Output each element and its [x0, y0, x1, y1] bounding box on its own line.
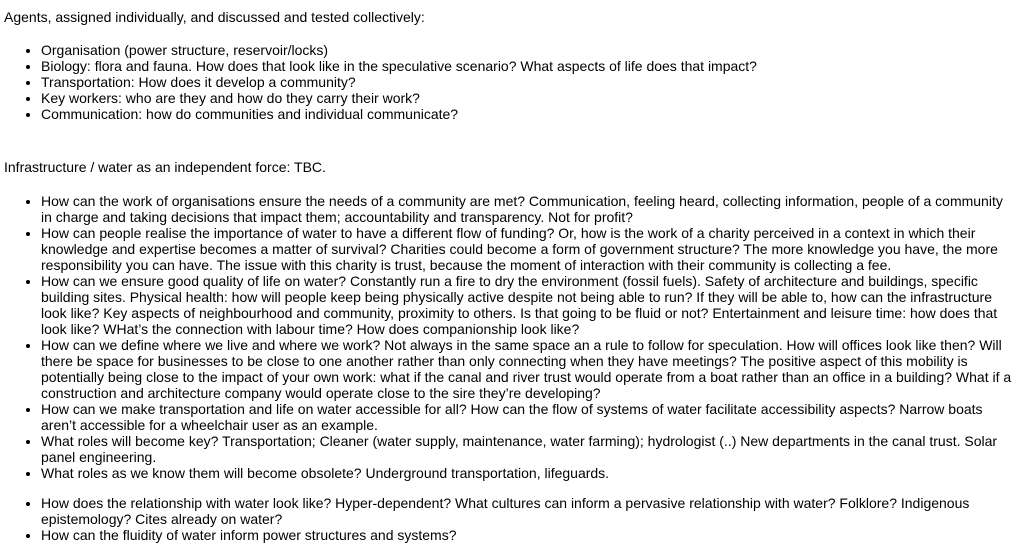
- intro-paragraph: Agents, assigned individually, and discussed and tested collectively:: [4, 9, 425, 25]
- list-item: • Biology: flora and fauna. How does that look like in the speculative scenario? What aspects of life does that impact?: [41, 58, 1014, 74]
- list-item: • Key workers: who are they and how do they carry their work?: [41, 90, 1014, 106]
- list-item: • Organisation (power structure, reservoir/locks): [41, 42, 1014, 58]
- list-item: • How can we make transportation and life on water accessible for all? How can the flow of systems of water facilitate accessibility aspects? Narrow boats aren’t accessible for a wheelchair user as an example.: [41, 401, 1014, 433]
- questions-list-continued: [4, 495, 1014, 543]
- list-item: • Transportation: How does it develop a community?: [41, 74, 1014, 90]
- document-page: [4, 9, 1014, 543]
- list-item: • How can people realise the importance of water to have a different flow of funding? Or, how is the work of a charity perceived in a context in which their knowledge and expertise becomes a matter of survival? Charities could become a form of government structure? The more knowledge you have, the more responsibility you can have. The issue with this charity is trust, because the moment of interaction with their community is collecting a fee.: [41, 225, 1014, 273]
- questions-list: [4, 193, 1014, 481]
- list-item: • How does the relationship with water look like? Hyper-dependent? What cultures can inform a pervasive relationship with water? Folklore? Indigenous epistemology? Cites already on water?: [41, 495, 1014, 527]
- list-item: • How can we define where we live and where we work? Not always in the same space an a rule to follow for speculation. How will offices look like then? Will there be space for businesses to be close to one another rather than only connecting when they have meetings? The positive aspect of this mobility is potentially being close to the impact of your own work: what if the canal and river trust would operate from a boat rather than an office in a building? What if a construction and architecture company would operate close to the sire they’re developing?: [41, 337, 1014, 401]
- agents-list: [4, 42, 1014, 122]
- list-item: • How can the fluidity of water inform power structures and systems?: [41, 527, 1014, 543]
- list-item: • How can we ensure good quality of life on water? Constantly run a fire to dry the environment (fossil fuels). Safety of architecture and buildings, specific building sites. Physical health: how will people keep being physically active despite not being able to run? If they will be able to, how can the infrastructure look like? Key aspects of neighbourhood and community, proximity to others. Is that going to be fluid or not? Entertainment and leisure time: how does that look like? WHat’s the connection with labour time? How does companionship look like?: [41, 273, 1014, 337]
- list-item: • What roles will become key? Transportation; Cleaner (water supply, maintenance, water farming); hydrologist (..) New departments in the canal trust. Solar panel engineering.: [41, 433, 1014, 465]
- list-item: • How can the work of organisations ensure the needs of a community are met? Communication, feeling heard, collecting information, people of a community in charge and taking decisions that impact them; accountability and transparency. Not for profit?: [41, 193, 1014, 225]
- list-item: • Communication: how do communities and individual communicate?: [41, 106, 1014, 122]
- list-item: • What roles as we know them will become obsolete? Underground transportation, lifeguards.: [41, 465, 1014, 481]
- infrastructure-paragraph: Infrastructure / water as an independent force: TBC.: [4, 159, 326, 175]
